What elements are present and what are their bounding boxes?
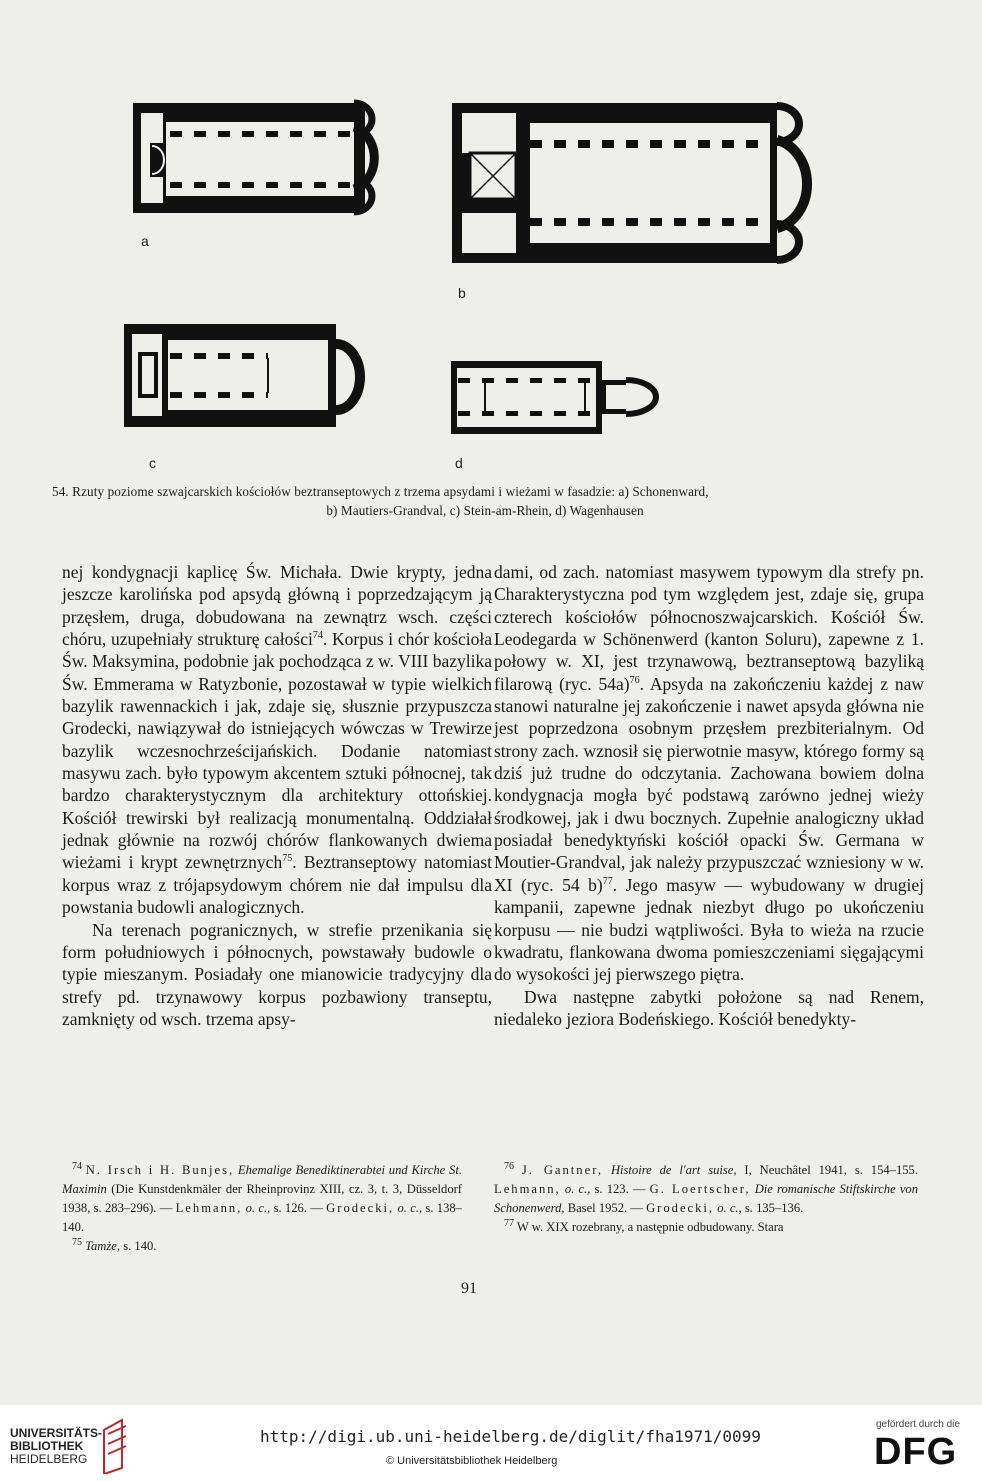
copyright-notice: © Universitätsbibliothek Heidelberg — [386, 1455, 558, 1467]
caption-line-2: b) Mautiers-Grandval, c) Stein-am-Rhein, d) Wagenhausen — [326, 503, 644, 518]
floor-plans-figure — [0, 0, 982, 480]
plan-c — [124, 324, 360, 427]
plan-c-label: c — [149, 455, 156, 471]
footnote-ref[interactable]: 76 — [629, 674, 640, 686]
plan-b — [452, 103, 807, 263]
library-logo-text[interactable]: UNIVERSITÄTS- BIBLIOTHEK HEIDELBERG — [10, 1426, 103, 1466]
footnote-ref[interactable]: 77 — [602, 875, 613, 887]
paragraph: dami, od zach. natomiast masywem typowym dla strefy pn. Charakterystyczna pod tym względem jest, zdaje się, grupa czterech kościołów północnoszwajcarskich. Kościół Św. Leodegarda w Schönenwerd (kanton Soluru), zapewne z 1. połowy w. XI, jest trzynawową, beztranseptową bazyliką filarową (ryc. 54a)$^{76}$. Apsyda na zakończeniu każdej z naw stanowi naturalne jej zakończenie i nawet apsyda główna nie jest poprzedzona osobnym przęsłem prezbiterialnym. Od strony zach. wznosił się pierwotnie masyw, którego formy są dziś już trudne do odczytania. Zachowana bowiem dolna kondygnacja mogła być podstawą zarówno jednej wieży środkowej, jak i dwu bocznych. Zupełnie analogiczny układ posiadał benedyktyński kościół opacki Św. Germana w Moutier-Grandval, jak należy przypuszczać wzniesiony w w. XI (ryc. 54 b)$^{77}$. Jego masyw — wybudowany w drugiej kampanii, zapewne jednak niezbyt długo po ukończeniu korpusu — nie budzi wątpliwości. Była to wieża na rzucie kwadratu, flankowana dwoma pomieszczeniami sięgającymi do wysokości jej pierwszego piętra. — [494, 562, 924, 985]
dfg-logo[interactable]: DFG — [874, 1431, 958, 1473]
plan-d — [451, 361, 656, 434]
footnote-75: $^{75}$ Tamże, s. 140. — [72, 1236, 157, 1253]
plan-a — [133, 103, 374, 213]
permalink-url[interactable]: http://digi.ub.uni-heidelberg.de/diglit/fha1971/0099 — [260, 1427, 761, 1446]
footnote-74: $^{74}$ N. Irsch i H. Bunjes, Ehemalige Benediktinerabtei und Kirche St. Maximin (Die Kunstdenkmäler der Rheinprovinz XIII, cz. 3, t. 3, Düsseldorf 1938, s. 283–296). — Lehmann, o. c., s. 126. — Grodecki, o. c., s. 138–140. — [62, 1160, 462, 1234]
footnotes-left — [62, 1161, 462, 1256]
paragraph: nej kondygnacji kaplicę Św. Michała. Dwie krypty, jedna jeszcze karolińska pod apsydą główną i poprzedzającym ją przęsłem, druga, dobudowana na zewnątrz wsch. części chóru, uzupełniały strukturę całości$^{74}$. Korpus i chór kościoła Św. Maksymina, podobnie jak pochodząca z w. VIII bazylika Św. Emmerama w Ratyzbonie, pozostawał w typie wielkich bazylik rawennackich i jak, zdaje się, słusznie przypuszcza Grodecki, nawiązywał do istniejących wówczas w Trewirze bazylik wczesnochrześcijańskich. Dodanie natomiast masywu zach. było typowym akcentem sztuki północnej, tak bardzo charakterystycznym dla architektury ottońskiej. Kościół trewirski był realizacją monumentalną. Oddziałał jednak głównie na rozwój chórów flankowanych dwiema wieżami i krypt zewnętrznych$^{75}$. Beztranseptowy natomiast korpus wraz z trójapsydowym chórem nie dał impulsu dla powstania budowli analogicznych. — [62, 562, 492, 918]
plan-a-label: a — [141, 233, 149, 249]
footnote-76: $^{76}$ J. Gantner, Histoire de l'art suise, I, Neuchâtel 1941, s. 154–155. Lehmann, o. c., s. 123. — G. Loertscher, Die romanische Stiftskirche von Schonenwerd, Basel 1952. — Grodecki, o. c., s. 135–136. — [494, 1160, 919, 1215]
text-column-left — [62, 561, 492, 1030]
paragraph: Na terenach pogranicznych, w strefie przenikania się form południowych i północnych, powstawały budowle o typie mieszanym. Posiadały one mianowicie tradycyjny dla strefy pd. trzynawowy korpus pozbawiony transeptu, zamknięty od wsch. trzema apsy- — [62, 919, 492, 1029]
figure-caption — [52, 482, 918, 520]
footnote-77: $^{77}$ W w. XIX rozebrany, a następnie odbudowany. Stara — [504, 1217, 784, 1234]
plan-b-label: b — [458, 285, 466, 301]
footnote-ref[interactable]: 74 — [312, 630, 323, 642]
footnotes-right — [494, 1161, 918, 1237]
plan-d-label: d — [455, 455, 463, 471]
caption-line-1: 54. Rzuty poziome szwajcarskich kościołów beztranseptowych z trzema apsydami i wieżami w fasadzie: a) Schonenward, — [52, 484, 709, 499]
footnote-ref[interactable]: 75 — [282, 853, 293, 865]
dfg-funding-label: gefördert durch die — [876, 1419, 960, 1430]
paragraph: Dwa następne zabytki położone są nad Renem, niedaleko jeziora Bodeńskiego. Kościół benedykty- — [494, 986, 924, 1029]
page-number: 91 — [461, 1280, 477, 1297]
library-logo-icon — [100, 1418, 130, 1474]
text-column-right — [494, 561, 924, 1030]
